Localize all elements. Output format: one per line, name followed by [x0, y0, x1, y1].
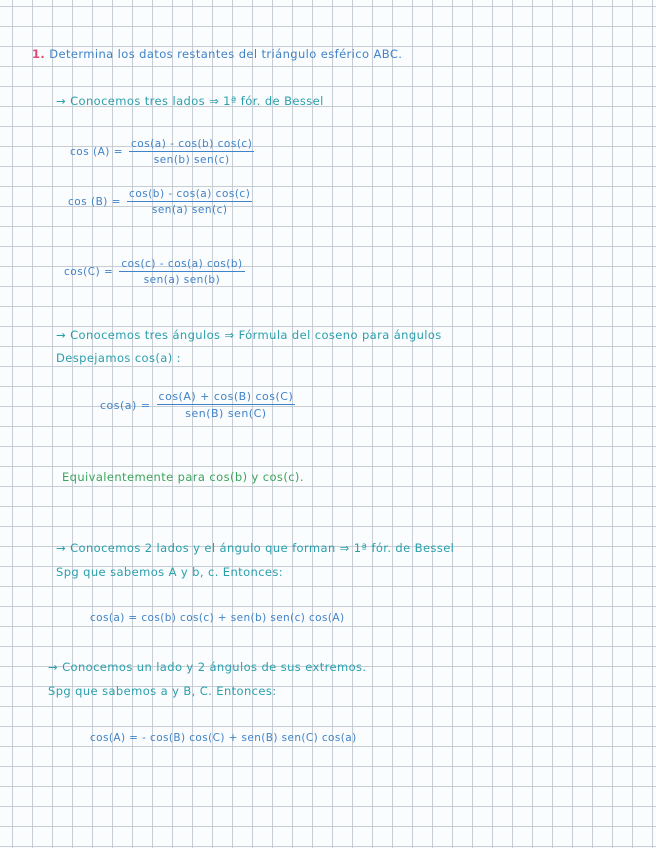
case1-formula-a — [70, 138, 254, 166]
numerator: cos(c) - cos(a) cos(b) — [121, 258, 243, 270]
case2-subtitle: Despejamos cos(a) : — [56, 351, 181, 365]
fraction — [127, 188, 252, 216]
case4-title: → Conocemos un lado y 2 ángulos de sus extremos. — [48, 660, 367, 674]
case3-title: → Conocemos 2 lados y el ángulo que forman ⇒ 1ª fór. de Bessel — [56, 541, 455, 555]
case2-note: Equivalentemente para cos(b) y cos(c). — [62, 470, 304, 484]
formula-lhs: cos (A) = — [70, 146, 124, 159]
case2-title: → Conocemos tres ángulos ⇒ Fórmula del coseno para ángulos — [56, 328, 442, 342]
case4-subtitle: Spg que sabemos a y B, C. Entonces: — [48, 684, 277, 698]
case1-title: → Conocemos tres lados ⇒ 1ª fór. de Bessel — [56, 94, 324, 108]
case3-formula: cos(a) = cos(b) cos(c) + sen(b) sen(c) cos(A) — [90, 612, 345, 624]
fraction — [157, 390, 296, 420]
formula-lhs: cos(a) = — [100, 398, 151, 412]
numerator: cos(b) - cos(a) cos(c) — [129, 188, 251, 200]
case3-subtitle: Spg que sabemos A y b, c. Entonces: — [56, 565, 284, 579]
fraction — [129, 138, 254, 166]
denominator: sen(a) sen(b) — [143, 274, 221, 287]
item-number: 1. — [32, 47, 46, 61]
case1-formula-c — [64, 258, 245, 286]
formula-lhs: cos(C) = — [64, 266, 114, 279]
fraction — [119, 258, 244, 286]
case2-formula — [100, 390, 295, 420]
numerator: cos(A) + cos(B) cos(C) — [158, 390, 294, 403]
denominator: sen(a) sen(c) — [151, 204, 228, 217]
numerator: cos(a) - cos(b) cos(c) — [131, 138, 253, 150]
denominator: sen(B) sen(C) — [185, 407, 267, 421]
formula-lhs: cos (B) = — [68, 196, 122, 209]
item-heading: Determina los datos restantes del triángulo esférico ABC. — [49, 47, 403, 61]
case4-formula: cos(A) = - cos(B) cos(C) + sen(B) sen(C) cos(a) — [90, 732, 357, 744]
item-heading-row — [32, 47, 402, 61]
denominator: sen(b) sen(c) — [153, 154, 230, 167]
case1-formula-b — [68, 188, 252, 216]
